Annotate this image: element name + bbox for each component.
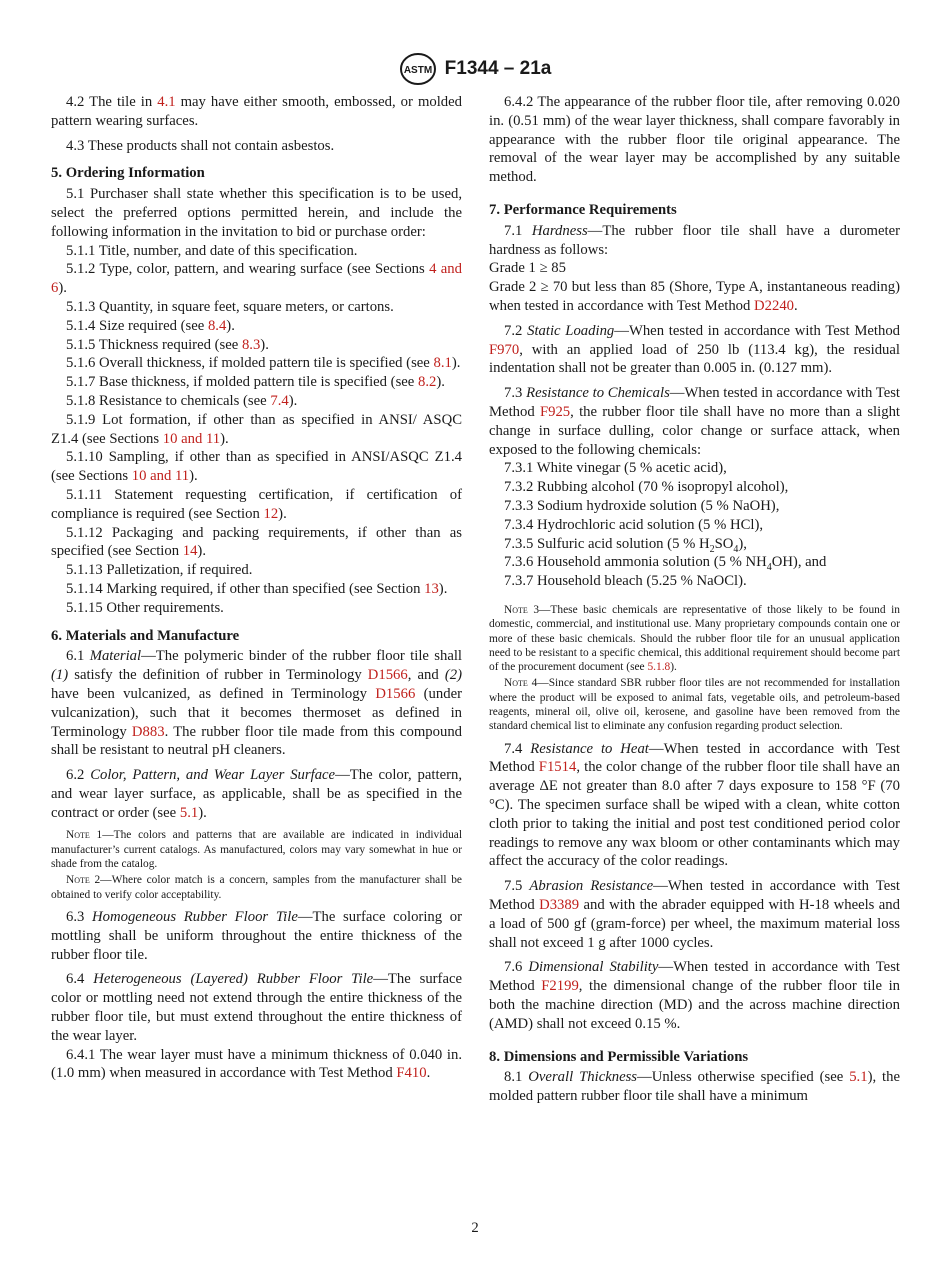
- astm-logo-icon: [399, 52, 437, 86]
- paragraph-7-1: 7.1 Hardness—The rubber floor tile shall have a durometer hardness as follows:: [489, 222, 900, 258]
- paragraph-7-3: 7.3 Resistance to Chemicals—When tested in accordance with Test Method F925, the rubber floor tile shall have no more than a slight change in surface dulling, color change or surface attack, when exposed to the following chemicals:: [489, 385, 901, 458]
- paragraph-5-1-2: 5.1.2 Type, color, pattern, and wearing surface (see Sections 4 and 6).: [51, 261, 462, 297]
- list-item: 7.3.7 Household bleach (5.25 % NaOCl).: [504, 573, 747, 590]
- ref-link[interactable]: 5.1: [179, 804, 199, 821]
- paragraph-5-1-6: 5.1.6 Overall thickness, if molded pattern tile is specified (see 8.1).: [66, 355, 461, 372]
- ref-link[interactable]: 7.4: [270, 392, 289, 409]
- ref-link[interactable]: 13: [424, 580, 439, 597]
- paragraph-5-1-11: 5.1.11 Statement requesting certification, if certification of compliance is required (see Section 12).: [51, 486, 462, 522]
- section-8-heading: 8. Dimensions and Permissible Variations: [489, 1048, 749, 1065]
- ref-link[interactable]: 8.2: [418, 374, 437, 391]
- paragraph-6-4-1: 6.4.1 The wear layer must have a minimum thickness of 0.040 in. (1.0 mm) when measured in accordance with Test Method F410.: [51, 1046, 462, 1082]
- paragraph-8-1: 8.1 Overall Thickness—Unless otherwise specified (see 5.1), the molded pattern rubber floor tile shall have a minimum: [489, 1069, 901, 1105]
- ref-link[interactable]: 12: [263, 505, 279, 522]
- left-column: [51, 93, 462, 1083]
- page-number: 2: [471, 1220, 479, 1236]
- list-item: 7.3.3 Sodium hydroxide solution (5 % NaOH),: [504, 497, 780, 514]
- section-6-heading: 6. Materials and Manufacture: [51, 627, 240, 644]
- ref-link[interactable]: 5.1.8: [647, 661, 671, 674]
- document-id: F1344 – 21a: [444, 58, 552, 79]
- paragraph-5-1-5: 5.1.5 Thickness required (see 8.3).: [66, 336, 269, 353]
- ref-link[interactable]: 4 and 6: [51, 261, 462, 297]
- ref-link[interactable]: 5.1: [849, 1069, 868, 1086]
- paragraph-7-4: 7.4 Resistance to Heat—When tested in accordance with Test Method F1514, the color change of the rubber floor tile shall have an average ΔE not greater than 8.0 after 7 days exposure to 158 °F (70 °C). The specimen surface shall be wiped with a clean, white cotton cloth prior to taking the initial and post test conditioned period color readings to remove any wax bloom or other contaminants which may affect the accuracy of the color readings.: [489, 740, 900, 870]
- paragraph-6-4: 6.4 Heterogeneous (Layered) Rubber Floor Tile—The surface color or mottling need not extend through the entire thickness of the rubber floor tile, but must extend throughout the entire thickness of the wear layer.: [51, 971, 462, 1044]
- note-1: Note 1—The colors and patterns that are available are indicated in individual manufacturer’s current catalogs. As manufactured, colors may vary somewhat in hue or shade from the catalog.: [51, 829, 462, 871]
- grade-1: Grade 1 ≥ 85: [489, 260, 566, 277]
- paragraph-6-1: 6.1 Material—The polymeric binder of the rubber floor tile shall (1) satisfy the definition of rubber in Terminology D1566, and (2) have been vulcanized, as defined in Terminology D1566 (under vulcanization), such that it becomes thermoset as defined in Terminology D883. The rubber floor tile made from this compound shall be resistant to neutral pH cleaners.: [51, 648, 463, 759]
- paragraph-5-1-8: 5.1.8 Resistance to chemicals (see 7.4).: [66, 392, 298, 409]
- ref-link[interactable]: F970: [489, 341, 520, 358]
- ref-link[interactable]: 8.4: [207, 317, 227, 334]
- paragraph-5-1-4: 5.1.4 Size required (see 8.4).: [66, 317, 235, 334]
- ref-link[interactable]: 8.1: [433, 355, 452, 372]
- paragraph-5-1-1: 5.1.1 Title, number, and date of this specification.: [66, 242, 358, 259]
- list-item: 7.3.6 Household ammonia solution (5 % $NH_4OH$), and: [504, 554, 827, 574]
- note-4: Note 4—Since standard SBR rubber floor tiles are not recommended for installation where the product will be exposed to animal fats, vegetable oils, and petroleum-based reagents, mineral oil, olive oil, kerosene, and gasoline have been removed from the standard chemical list to eliminate any confusion regarding product selection.: [489, 677, 900, 733]
- ref-link[interactable]: D1566: [375, 685, 416, 702]
- paragraph-5-1-10: 5.1.10 Sampling, if other than as specified in ANSI/ASQC Z1.4 (see Sections 10 and 11).: [51, 449, 462, 485]
- paragraph-5-1: 5.1 Purchaser shall state whether this specification is to be used, select the preferred options permitted herein, and include the following information in the invitation to bid or purchase order:: [51, 186, 462, 240]
- paragraph-7-2: 7.2 Static Loading—When tested in accordance with Test Method F970, with an applied load of 250 lb (113.4 kg), the residual indentation shall not be greater than 0.005 in. (0.127 mm).: [489, 322, 901, 377]
- grade-2: Grade 2 ≥ 70 but less than 85 (Shore, Type A, instantaneous reading) when tested in accordance with Test Method D2240.: [489, 279, 900, 314]
- paragraph-5-1-7: 5.1.7 Base thickness, if molded pattern tile is specified (see 8.2).: [66, 374, 445, 391]
- ref-link[interactable]: 8.3: [241, 336, 261, 353]
- svg-text:ASTM: ASTM: [403, 65, 432, 76]
- paragraph-5-1-14: 5.1.14 Marking required, if other than specified (see Section 13).: [66, 580, 448, 597]
- ref-link[interactable]: D2240: [754, 297, 795, 314]
- chemical-list: [489, 459, 900, 591]
- ref-link[interactable]: 4.1: [157, 94, 176, 110]
- ref-link[interactable]: F1514: [538, 759, 577, 776]
- ref-link[interactable]: 10 and 11: [131, 468, 190, 485]
- ref-link[interactable]: F2199: [541, 978, 579, 995]
- note-3: Note 3—These basic chemicals are representative of those likely to be found in domestic, commercial, and institutional use. Many proprietary compounds contain one or more of these basic chemicals. Should the rubber floor tile for an unusual application need to be resistant to a specific chemical, this additional requirement should become part of the procurement document (see 5.1.8).: [489, 603, 900, 674]
- list-item: 7.3.4 Hydrochloric acid solution (5 % HCl),: [504, 516, 764, 533]
- ref-link[interactable]: F925: [539, 403, 571, 420]
- list-item: 7.3.2 Rubbing alcohol (70 % isopropyl alcohol),: [504, 479, 789, 496]
- right-column: [489, 93, 900, 1106]
- paragraph-6-4-2: 6.4.2 The appearance of the rubber floor tile, after removing 0.020 in. (0.51 mm) of the wear layer thickness, shall compare favorably in appearance with the rubber floor tile original appearance. The removal of the wear layer may be accomplished by any suitable method.: [489, 94, 900, 186]
- ref-link[interactable]: D1566: [367, 667, 408, 684]
- paragraph-5-1-15: 5.1.15 Other requirements.: [66, 599, 224, 616]
- paragraph-6-3: 6.3 Homogeneous Rubber Floor Tile—The surface coloring or mottling shall be uniform throughout the entire thickness of the rubber floor tile.: [51, 908, 463, 963]
- list-item: 7.3.5 Sulfuric acid solution (5 % $H_2SO_4$),: [504, 535, 747, 555]
- paragraph-4-3: 4.3 These products shall not contain asbestos.: [66, 137, 335, 154]
- paragraph-7-5: 7.5 Abrasion Resistance—When tested in accordance with Test Method D3389 and with the abrader equipped with H-18 wheels and a load of 500 gf (gram-force) per wheel, the maximum material loss shall not exceed 1 g after 1000 cycles.: [489, 878, 901, 951]
- section-7-heading: 7. Performance Requirements: [489, 201, 677, 218]
- paragraph-6-2: 6.2 Color, Pattern, and Wear Layer Surface—The color, pattern, and wear layer surface, as applicable, shall be as specified in the contract or order (see 5.1).: [51, 767, 463, 821]
- page-header: [0, 52, 950, 86]
- ref-link[interactable]: D883: [131, 723, 165, 740]
- paragraph-4-2: 4.2 The tile in 4.1 may have either smooth, embossed, or molded pattern wearing surfaces.: [51, 94, 462, 129]
- ref-link[interactable]: 10 and 11: [162, 430, 221, 447]
- list-item: 7.3.1 White vinegar (5 % acetic acid),: [504, 460, 727, 477]
- ref-link[interactable]: D3389: [539, 896, 580, 913]
- paragraph-5-1-12: 5.1.12 Packaging and packing requirements, if other than as specified (see Section 14).: [51, 524, 462, 560]
- paragraph-5-1-3: 5.1.3 Quantity, in square feet, square meters, or cartons.: [66, 298, 394, 315]
- paragraph-5-1-9: 5.1.9 Lot formation, if other than as specified in ANSI/ ASQC Z1.4 (see Sections 10 and 11).: [51, 411, 462, 447]
- note-2: Note 2—Where color match is a concern, samples from the manufacturer shall be obtained to verify color acceptability.: [51, 874, 462, 901]
- paragraph-5-1-13: 5.1.13 Palletization, if required.: [66, 562, 253, 579]
- section-5-heading: 5. Ordering Information: [51, 165, 205, 182]
- ref-link[interactable]: 14: [182, 543, 198, 560]
- paragraph-7-6: 7.6 Dimensional Stability—When tested in accordance with Test Method F2199, the dimensional change of the rubber floor tile in both the machine direction (MD) and the across machine direction (AMD) shall not exceed 0.15 %.: [489, 959, 901, 1032]
- ref-link[interactable]: F410: [396, 1065, 427, 1082]
